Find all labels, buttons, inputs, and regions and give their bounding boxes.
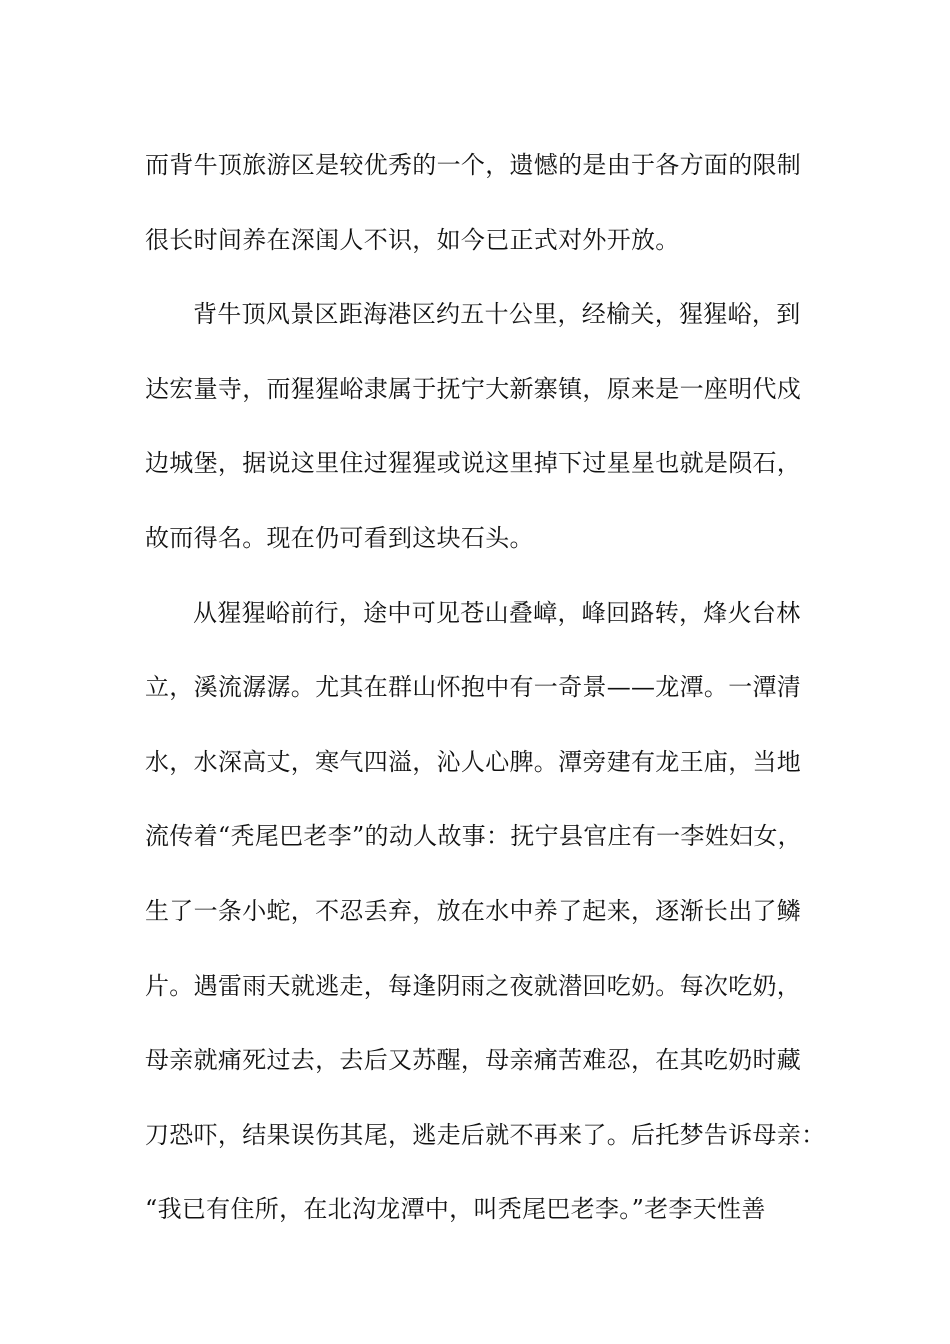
text-line: 很长时间养在深闺人不识，如今已正式对外开放。 [145, 225, 680, 254]
text-line: 生了一条小蛇，不忍丢弃，放在水中养了起来，逐渐长出了鳞 [145, 896, 802, 925]
text-line: 立，溪流潺潺。尤其在群山怀抱中有一奇景——龙潭。一潭清 [145, 673, 802, 702]
text-line: 边城堡，据说这里住过猩猩或说这里掉下过星星也就是陨石， [145, 449, 802, 478]
text-line: 片。遇雷雨天就逃走，每逢阴雨之夜就潜回吃奶。每次吃奶， [145, 971, 802, 1000]
text-line: 而背牛顶旅游区是较优秀的一个，遗憾的是由于各方面的限制 [145, 151, 802, 179]
text-line: 流传着“秃尾巴老李”的动人故事：抚宁县官庄有一李姓妇女， [145, 822, 802, 851]
text-line: “我已有住所，在北沟龙潭中，叫秃尾巴老李。”老李天性善 [145, 1195, 766, 1224]
text-line: 水，水深高丈，寒气四溢，沁人心脾。潭旁建有龙王庙，当地 [145, 747, 802, 776]
text-line: 达宏量寺，而猩猩峪隶属于抚宁大新寨镇，原来是一座明代戍 [145, 374, 802, 403]
body-text [145, 128, 825, 1247]
text-line: 故而得名。现在仍可看到这块石头。 [145, 523, 534, 552]
paragraph-first-line: 从猩猩峪前行，途中可见苍山叠嶂，峰回路转，烽火台林 [193, 598, 801, 627]
text-line: 母亲就痛死过去，去后又苏醒，母亲痛苦难忍，在其吃奶时藏 [145, 1046, 802, 1075]
text-line: 刀恐吓，结果误伤其尾，逃走后就不再来了。后托梦告诉母亲： [145, 1120, 826, 1149]
paragraph-first-line: 背牛顶风景区距海港区约五十公里，经榆关，猩猩峪，到 [193, 300, 801, 329]
